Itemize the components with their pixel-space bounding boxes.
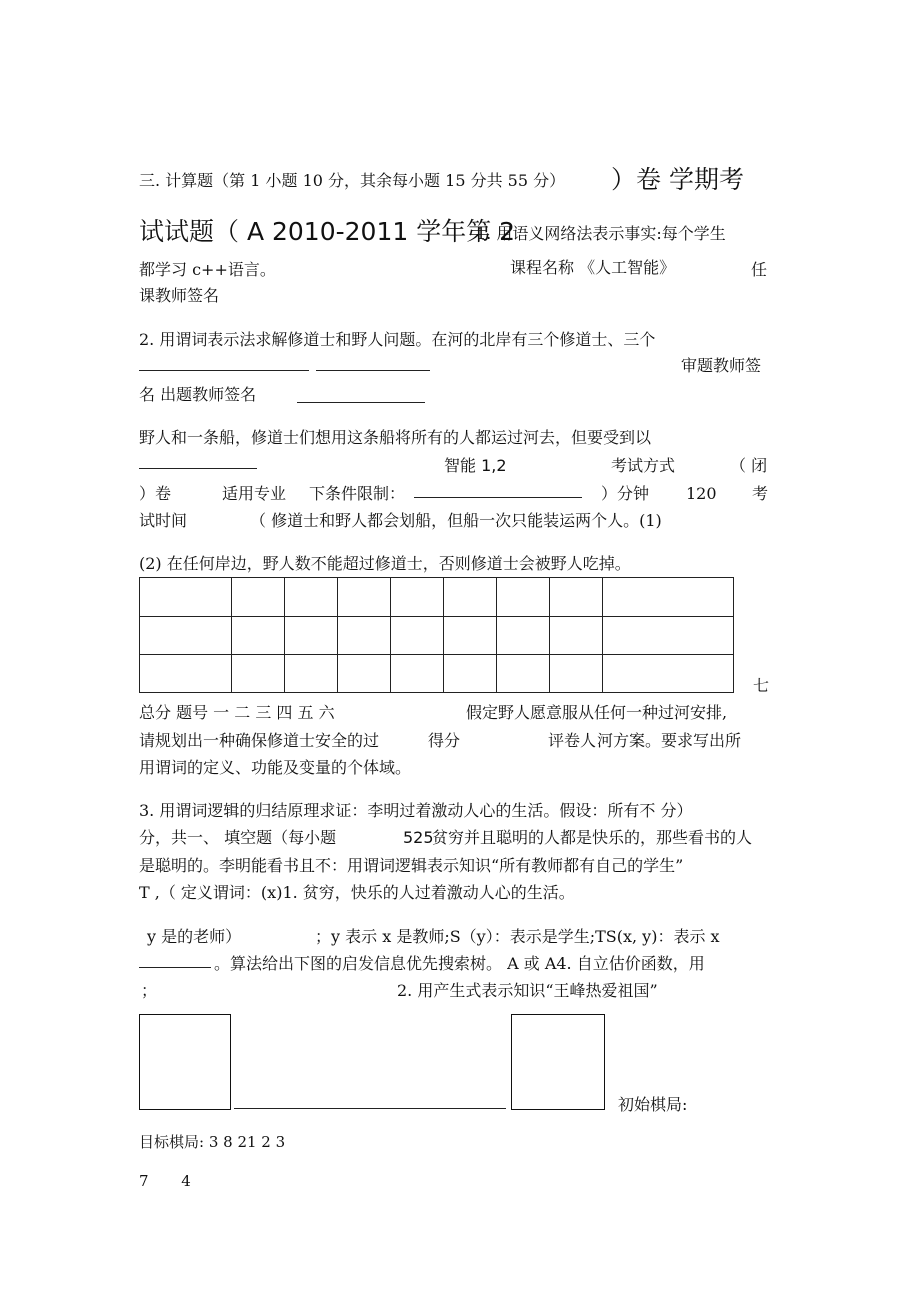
signature-line [139, 370, 309, 371]
q3-heading: 三. 计算题（第 1 小题 10 分，其余每小题 15 分共 55 分） [139, 171, 566, 190]
table-cell [444, 578, 497, 617]
table-cell [550, 655, 603, 693]
table-cell [140, 655, 232, 693]
search-tree-text: 。算法给出下图的启发信息优先搜索树。 A 或 A4. 自立估价函数，用 [214, 954, 705, 973]
table-cell [140, 617, 232, 655]
table-cell [391, 578, 444, 617]
q2-condition-1: （ 修道士和野人都会划船，但船一次只能装运两个人。(1) [250, 511, 662, 530]
q3-text: 3. 用谓词逻辑的归结原理求证：李明过着激动人心的生活。假设：所有不 分） [139, 801, 693, 820]
score-label: 得分 [428, 731, 461, 750]
exam-mode-label: 考试方式 [611, 456, 676, 475]
duration-value: 120 [686, 484, 717, 503]
table-cell [603, 617, 734, 655]
table-row [140, 655, 734, 693]
fill-blank-points: 525 [403, 828, 434, 847]
table-cell [338, 578, 391, 617]
semicolon-text: ； [141, 981, 158, 1000]
table-cell [391, 617, 444, 655]
table-cell [444, 655, 497, 693]
goal-board-values: 7 4 [139, 1172, 191, 1190]
q3-text-cont2: 是聪明的。李明能看书且不：用谓词逻辑表示知识“所有教师都有自己的学生” [139, 856, 684, 875]
question-number-7: 七 [753, 676, 770, 695]
blank-line [139, 468, 257, 469]
production-rule-question: 2. 用产生式表示知识“王峰热爱祖国” [397, 981, 658, 1000]
author-signature-line [297, 402, 425, 403]
answer-line [234, 1108, 506, 1109]
q2-requirement: 请规划出一种确保修道士安全的过 [139, 731, 380, 750]
blank-line [139, 967, 211, 968]
q1-text: 1. 用语义网络法表示事实:每个学生 [476, 224, 726, 243]
signature-line [316, 370, 430, 371]
table-cell [550, 578, 603, 617]
q2-requirement-cont: 河方案。要求写出所 [597, 731, 742, 750]
q2-requirement-end: 用谓词的定义、功能及变量的个体域。 [139, 758, 412, 777]
table-cell [497, 578, 550, 617]
score-table-header: 总分 题号 一 二 三 四 五 六 [139, 703, 335, 722]
table-cell [550, 617, 603, 655]
table-cell [497, 617, 550, 655]
table-cell [232, 578, 285, 617]
review-teacher-label: 审题教师签 [681, 356, 762, 375]
predicate-definition: y 是的老师） [147, 927, 242, 946]
q2-text-cont: 野人和一条船，修道士们想用这条船将所有的人都运过河去，但要受到以 [139, 428, 652, 447]
table-cell [603, 655, 734, 693]
table-cell [338, 655, 391, 693]
table-cell [285, 617, 338, 655]
answer-box [511, 1014, 605, 1110]
predicate-definition-cont: ；y 表示 x 是教师;S（y）：表示是学生;TS(x, y)：表示 x [315, 927, 720, 946]
author-teacher-label: 名 出题教师签名 [139, 385, 257, 404]
exam-mode-value: （ 闭 [730, 456, 768, 475]
exam-time-label: 试时间 [139, 511, 188, 530]
grader-label: 评卷人 [548, 731, 597, 750]
table-cell [338, 617, 391, 655]
major-value: 智能 1,2 [444, 456, 507, 475]
table-cell [232, 655, 285, 693]
goal-board-label: 目标棋局: 3 8 21 2 3 [139, 1133, 286, 1151]
exam-title: 试试题（ A 2010-2011 学年第 2 [139, 217, 516, 246]
table-cell [391, 655, 444, 693]
q2-conditions: 下条件限制： [309, 484, 406, 503]
course-name: 课程名称 《人工智能》 [510, 258, 676, 277]
table-cell [232, 617, 285, 655]
fill-blank-heading: 分，共一、 填空题（每小题 [139, 828, 337, 847]
answer-box [139, 1014, 231, 1110]
exam-title-fragment: ）卷 学期考 [611, 165, 744, 194]
teacher-label-start: 任 [751, 260, 768, 279]
table-row [140, 617, 734, 655]
table-cell [285, 655, 338, 693]
table-cell [285, 578, 338, 617]
duration-unit: ）分钟 [601, 484, 650, 503]
q2-assumption: 假定野人愿意服从任何一种过河安排, [466, 703, 728, 722]
teacher-signature-label: 课教师签名 [139, 286, 220, 305]
table-cell [497, 655, 550, 693]
table-cell [603, 578, 734, 617]
blank-line [414, 497, 582, 498]
major-label: 适用专业 [222, 484, 287, 503]
table-cell [444, 617, 497, 655]
q1-text-cont: 都学习 c++语言。 [139, 260, 276, 279]
q3-text-cont3: T ,（ 定义谓词：(x)1. 贫穷，快乐的人过着激动人心的生活。 [139, 883, 575, 902]
q3-text-cont: 贫穷并且聪明的人都是快乐的，那些看书的人 [432, 828, 753, 847]
q2-text: 2. 用谓词表示法求解修道士和野人问题。在河的北岸有三个修道士、三个 [139, 330, 656, 349]
initial-board-label: 初始棋局: [618, 1095, 688, 1114]
table-row [140, 578, 734, 617]
exam-mode-value-end: ）卷 [139, 484, 172, 503]
exam-time-label-start: 考 [752, 484, 769, 503]
score-table [139, 577, 734, 693]
q2-condition-2: (2) 在任何岸边，野人数不能超过修道士，否则修道士会被野人吃掉。 [139, 554, 631, 573]
table-cell [140, 578, 232, 617]
